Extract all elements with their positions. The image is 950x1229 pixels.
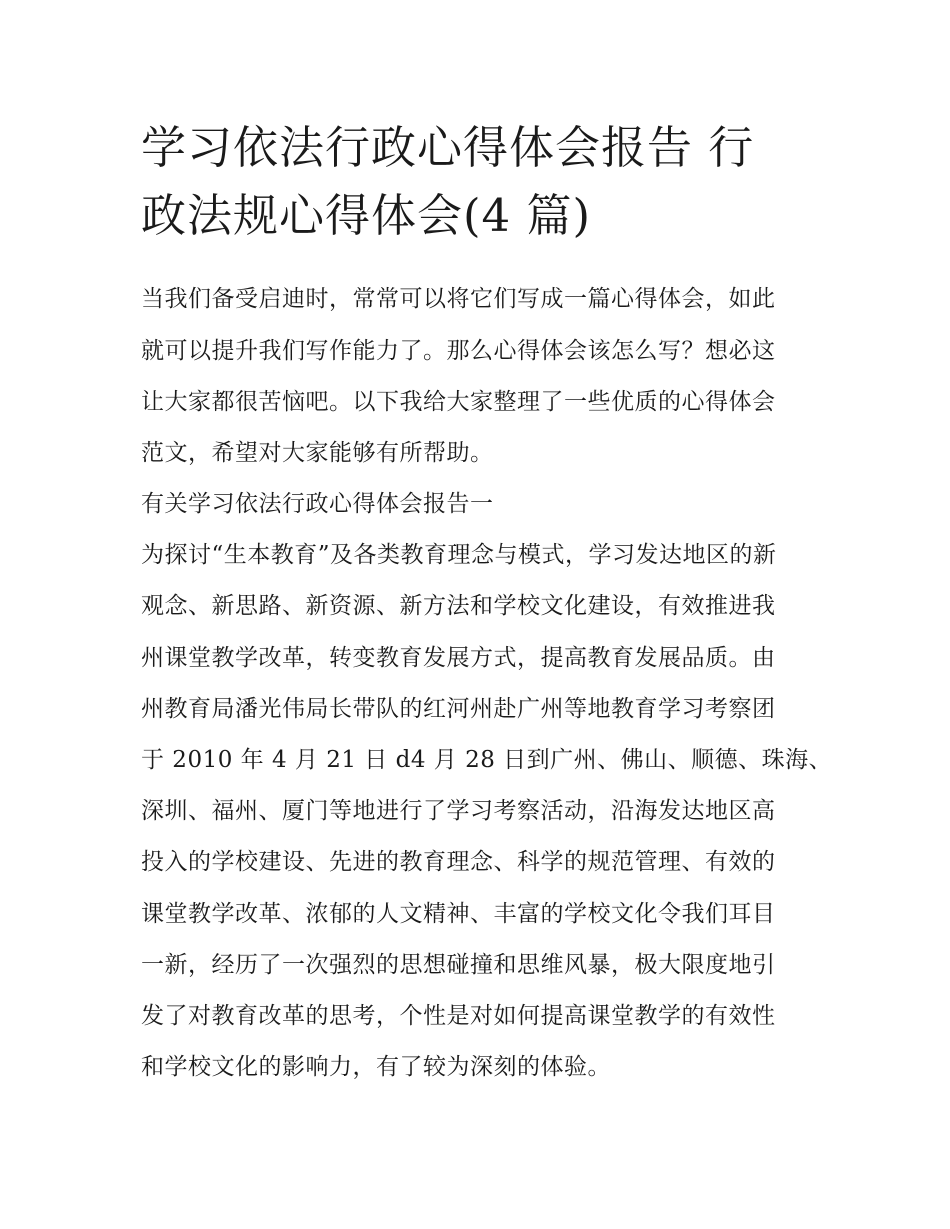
body-line-2: 观念、新思路、新资源、新方法和学校文化建设，有效推进我 <box>141 593 776 619</box>
body-line-5: 于 2010 年 4 月 21 日 d4 月 28 日到广州、佛山、顺德、珠海、 <box>141 747 833 773</box>
body-line-8: 课堂教学改革、浓郁的人文精神、丰富的学校文化令我们耳目 <box>141 901 776 927</box>
body-line-11: 和学校文化的影响力，有了较为深刻的体验。 <box>141 1054 611 1080</box>
section-heading: 有关学习依法行政心得体会报告一 <box>141 491 494 517</box>
body-line-9: 一新，经历了一次强烈的思想碰撞和思维风暴，极大限度地引 <box>141 952 776 978</box>
intro-line-1: 当我们备受启迪时，常常可以将它们写成一篇心得体会，如此 <box>141 286 776 312</box>
body-line-1: 为探讨“生本教育”及各类教育理念与模式，学习发达地区的新 <box>141 542 777 568</box>
intro-line-3: 让大家都很苦恼吧。以下我给大家整理了一些优质的心得体会 <box>141 389 776 415</box>
body-line-3: 州课堂教学改革，转变教育发展方式，提高教育发展品质。由 <box>141 645 776 671</box>
body-line-4: 州教育局潘光伟局长带队的红河州赴广州等地教育学习考察团 <box>141 696 776 722</box>
intro-line-4: 范文，希望对大家能够有所帮助。 <box>141 440 494 466</box>
intro-line-2: 就可以提升我们写作能力了。那么心得体会该怎么写？想必这 <box>141 338 776 364</box>
body-line-6: 深圳、福州、厦门等地进行了学习考察活动，沿海发达地区高 <box>141 798 776 824</box>
title-line-1: 学习依法行政心得体会报告 行 <box>141 121 755 174</box>
body-line-7: 投入的学校建设、先进的教育理念、科学的规范管理、有效的 <box>141 849 776 875</box>
document-title <box>141 114 821 250</box>
title-line-2: 政法规心得体会(4 篇) <box>141 189 592 242</box>
body-line-10: 发了对教育改革的思考，个性是对如何提高课堂教学的有效性 <box>141 1003 776 1029</box>
